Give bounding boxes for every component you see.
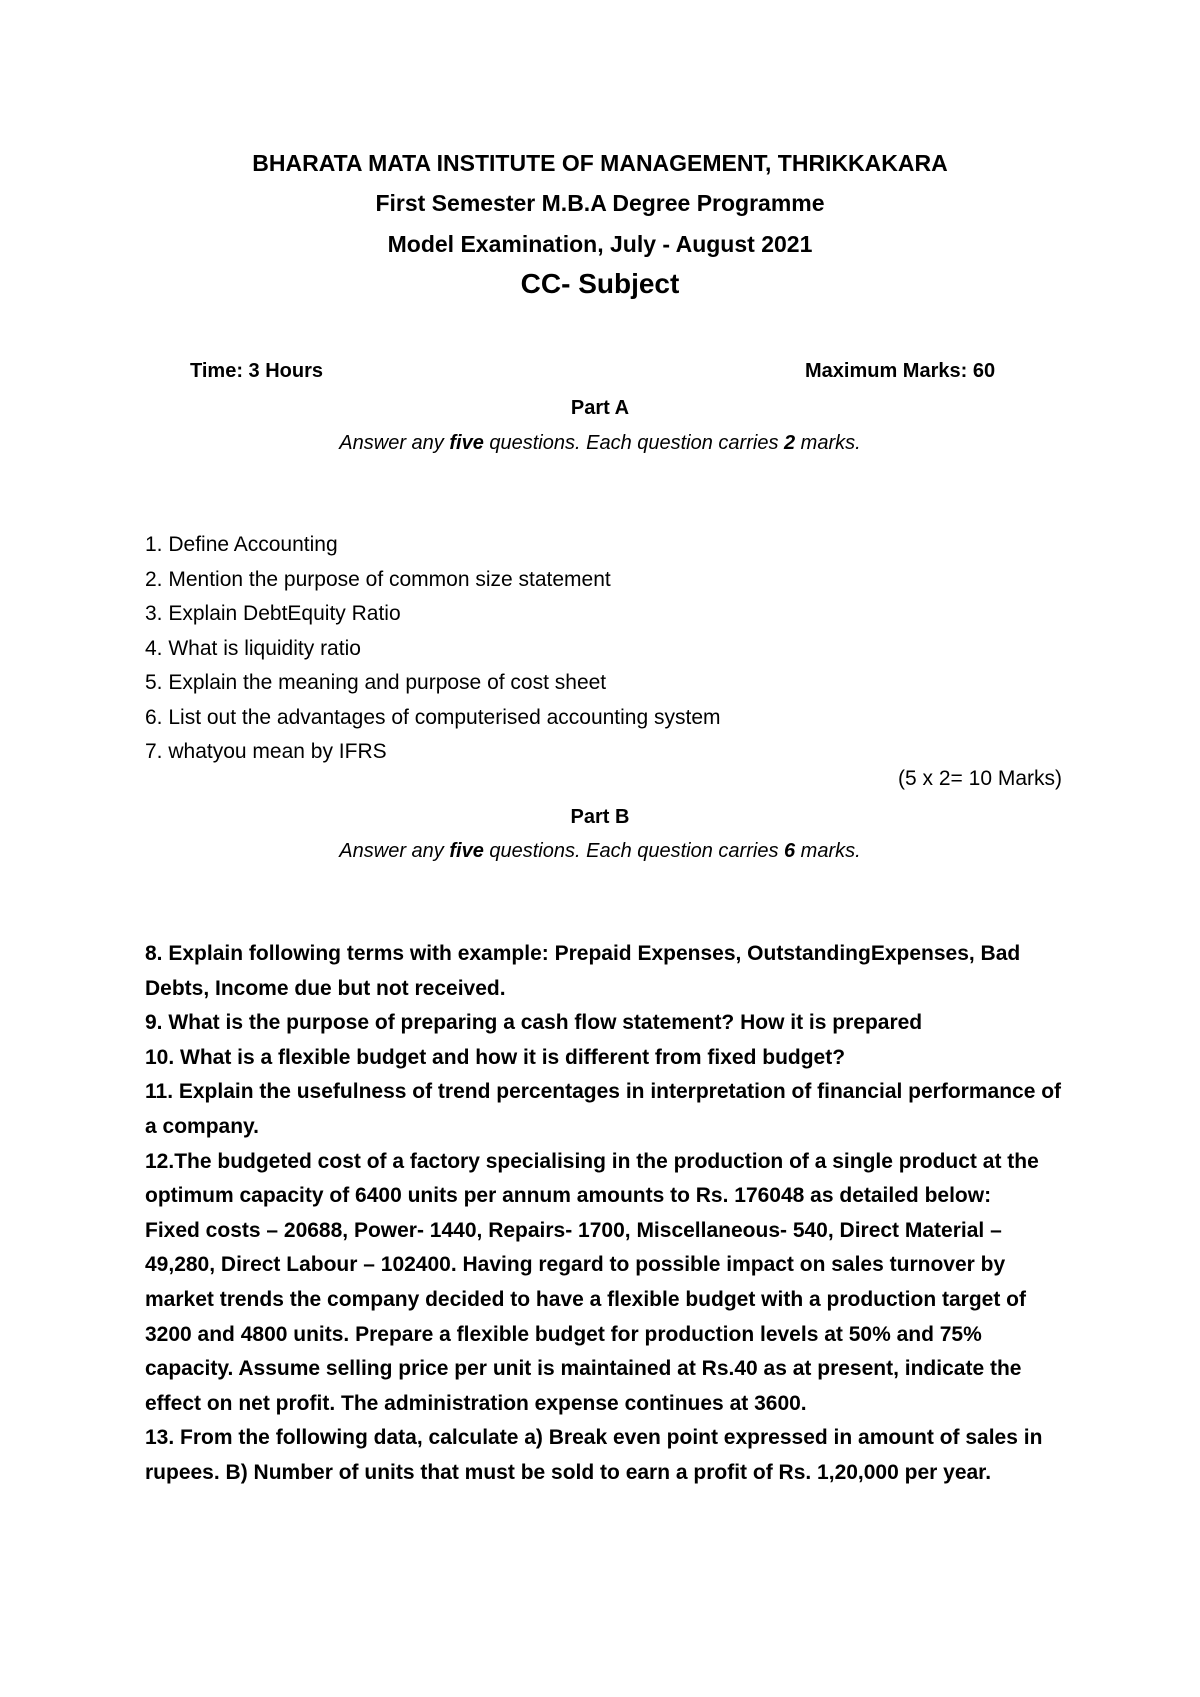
question-10: 10. What is a flexible budget and how it is different from fixed budget? bbox=[145, 1045, 846, 1069]
part-b-title: Part B bbox=[570, 806, 630, 828]
part-a-question-list bbox=[145, 528, 1065, 770]
subject-title: CC- Subject bbox=[520, 268, 680, 299]
question-9: 9. What is the purpose of preparing a cash flow statement? How it is prepared bbox=[145, 1011, 923, 1035]
question-3: 3. Explain DebtEquity Ratio bbox=[145, 602, 401, 625]
question-8-line-1: 8. Explain following terms with example: Prepaid Expenses, OutstandingExpenses, Bad bbox=[145, 942, 1021, 965]
part-b-instructions bbox=[0, 840, 1200, 863]
question-8-line-2: Debts, Income due but not received. bbox=[145, 976, 506, 1000]
part-a-instr-marks: 2 bbox=[784, 432, 796, 454]
part-a-instructions bbox=[0, 432, 1200, 455]
question-12-line-1: 12.The budgeted cost of a factory specialising in the production of a single product at the bbox=[145, 1149, 1039, 1173]
question-5: 5. Explain the meaning and purpose of cost sheet bbox=[145, 671, 607, 694]
question-6: 6. List out the advantages of computerised accounting system bbox=[145, 705, 721, 729]
maximum-marks: Maximum Marks: 60 bbox=[805, 360, 996, 382]
part-b-instr-post: marks. bbox=[795, 840, 861, 862]
part-a-instr-pre: Answer any bbox=[339, 432, 450, 454]
question-4: 4. What is liquidity ratio bbox=[145, 636, 361, 660]
part-b-instr-mid: questions. Each question carries bbox=[483, 840, 784, 862]
question-12-line-8: effect on net profit. The administration expense continues at 3600. bbox=[145, 1391, 807, 1415]
question-11-line-1: 11. Explain the usefulness of trend percentages in interpretation of financial performance of bbox=[145, 1080, 1062, 1104]
question-2: 2. Mention the purpose of common size statement bbox=[145, 567, 611, 591]
time-allowed: Time: 3 Hours bbox=[190, 360, 323, 382]
part-b-instr-pre: Answer any bbox=[339, 840, 450, 862]
institute-name: BHARATA MATA INSTITUTE OF MANAGEMENT, THRIKKAKARA bbox=[252, 150, 948, 176]
question-11-line-2: a company. bbox=[145, 1114, 259, 1138]
question-12-line-4: 49,280, Direct Labour – 102400. Having regard to possible impact on sales turnover by bbox=[145, 1253, 1006, 1277]
question-13-line-1: 13. From the following data, calculate a) Break even point expressed in amount of sales in bbox=[145, 1426, 1043, 1450]
question-13-line-2: rupees. B) Number of units that must be sold to earn a profit of Rs. 1,20,000 per year. bbox=[145, 1460, 992, 1484]
part-a-title: Part A bbox=[570, 397, 630, 419]
part-a-instr-post: marks. bbox=[795, 432, 861, 454]
exam-title: Model Examination, July - August 2021 bbox=[387, 231, 813, 257]
part-b-question-list bbox=[145, 937, 1080, 1491]
question-12-line-2: optimum capacity of 6400 units per annum amounts to Rs. 176048 as detailed below: bbox=[145, 1184, 992, 1208]
programme-title: First Semester M.B.A Degree Programme bbox=[375, 190, 825, 216]
question-7: 7. whatyou mean by IFRS bbox=[145, 740, 387, 763]
part-a-instr-mid: questions. Each question carries bbox=[483, 432, 784, 454]
part-b-instr-marks: 6 bbox=[784, 840, 796, 862]
question-1: 1. Define Accounting bbox=[145, 533, 338, 556]
part-b-instr-count: five bbox=[449, 840, 484, 862]
part-a-marks-total: (5 x 2= 10 Marks) bbox=[898, 767, 1062, 790]
question-12-line-6: 3200 and 4800 units. Prepare a flexible budget for production levels at 50% and 75% bbox=[145, 1322, 982, 1346]
part-a-instr-count: five bbox=[449, 432, 484, 454]
question-12-line-5: market trends the company decided to have a flexible budget with a production target of bbox=[145, 1287, 1026, 1311]
question-12-line-3: Fixed costs – 20688, Power- 1440, Repairs- 1700, Miscellaneous- 540, Direct Material – bbox=[145, 1218, 1002, 1242]
question-12-line-7: capacity. Assume selling price per unit is maintained at Rs.40 as at present, indicate the bbox=[145, 1357, 1022, 1381]
